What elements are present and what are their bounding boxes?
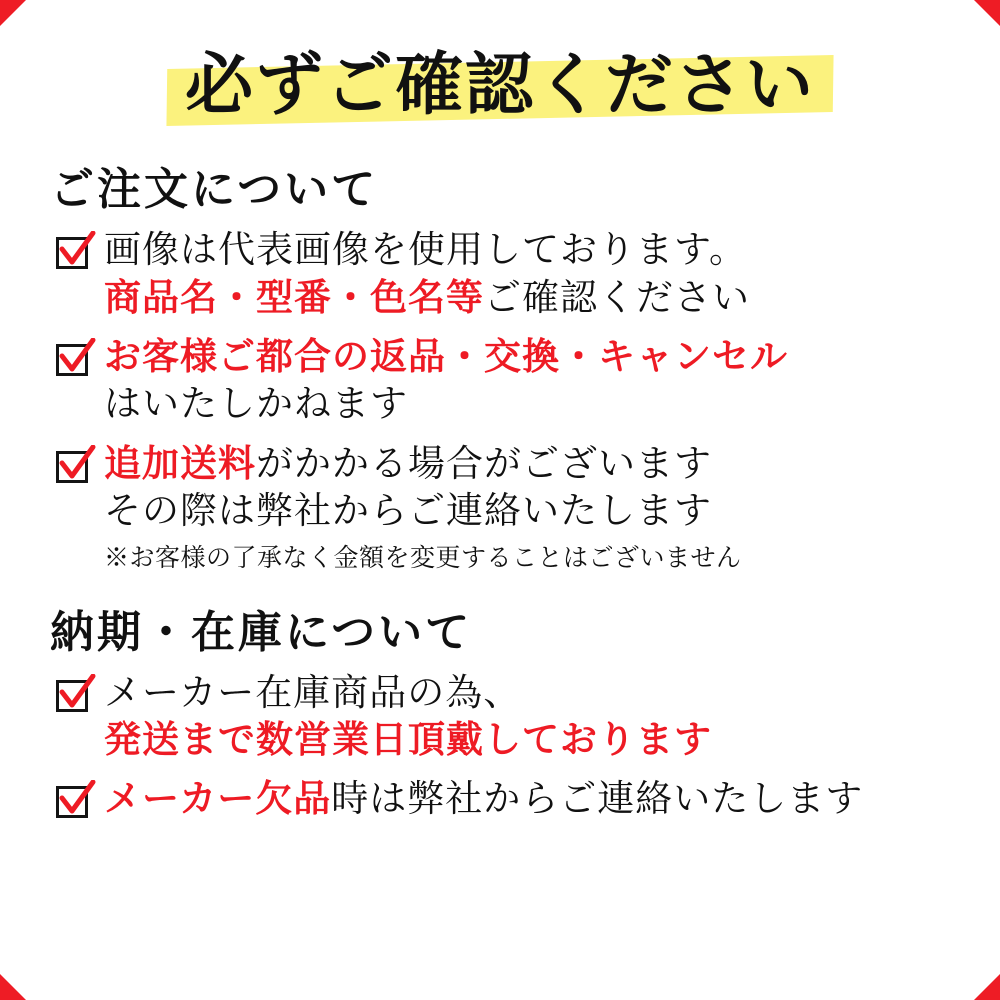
list-item-text: [104, 776, 956, 823]
list-item-line: はいたしかねます: [104, 384, 408, 426]
normal-text: がかかる場合がございます: [256, 443, 712, 485]
checkbox-checked-icon: [54, 676, 94, 716]
emphasis-text: 商品名・型番・色名等: [104, 277, 484, 319]
list-item-line: 画像は代表画像を使用しております。: [104, 230, 748, 272]
checkbox-checked-icon: [54, 447, 94, 487]
corner-accent-bottom-right: [974, 974, 1000, 1000]
list-item-line: お客様ご都合の返品・交換・キャンセル: [104, 337, 788, 379]
checkbox-checked-icon: [54, 782, 94, 822]
checkbox-checked-icon: [54, 233, 94, 273]
list-item-text: [104, 670, 956, 765]
normal-text: 時は弊社からご連絡いたします: [331, 779, 864, 821]
section-heading-orders: ご注文について: [50, 165, 379, 215]
normal-text: ご確認ください: [484, 277, 750, 319]
list-item: [54, 776, 956, 823]
page-title: [167, 46, 833, 127]
list-item-line: [104, 275, 956, 322]
list-item: [54, 670, 956, 765]
section-heading-delivery: 納期・在庫について: [50, 607, 473, 657]
list-item-line: 発送まで数営業日頂戴しております: [104, 719, 712, 761]
list-item-text: [104, 441, 956, 574]
list-item-line: メーカー在庫商品の為、: [104, 672, 522, 714]
list-item-line: その際は弊社からご連絡いたします: [104, 491, 712, 533]
corner-accent-bottom-left: [0, 974, 26, 1000]
list-item-note: ※お客様の了承なく金額を変更することはございません: [104, 544, 742, 572]
corner-accent-top-left: [0, 0, 26, 26]
list-item-text: [104, 227, 956, 322]
corner-accent-top-right: [974, 0, 1000, 26]
list-item-text: [104, 334, 956, 429]
list-item: [54, 441, 956, 574]
list-item: [54, 227, 956, 322]
checkbox-checked-icon: [54, 340, 94, 380]
emphasis-text: 追加送料: [104, 443, 256, 485]
page-title-text: 必ずご確認ください: [184, 47, 815, 123]
list-item-line: [104, 441, 956, 488]
page-title-wrap: [44, 46, 956, 127]
list-item: [54, 334, 956, 429]
emphasis-text: メーカー欠品: [104, 779, 332, 821]
list-item-line: [104, 776, 956, 823]
